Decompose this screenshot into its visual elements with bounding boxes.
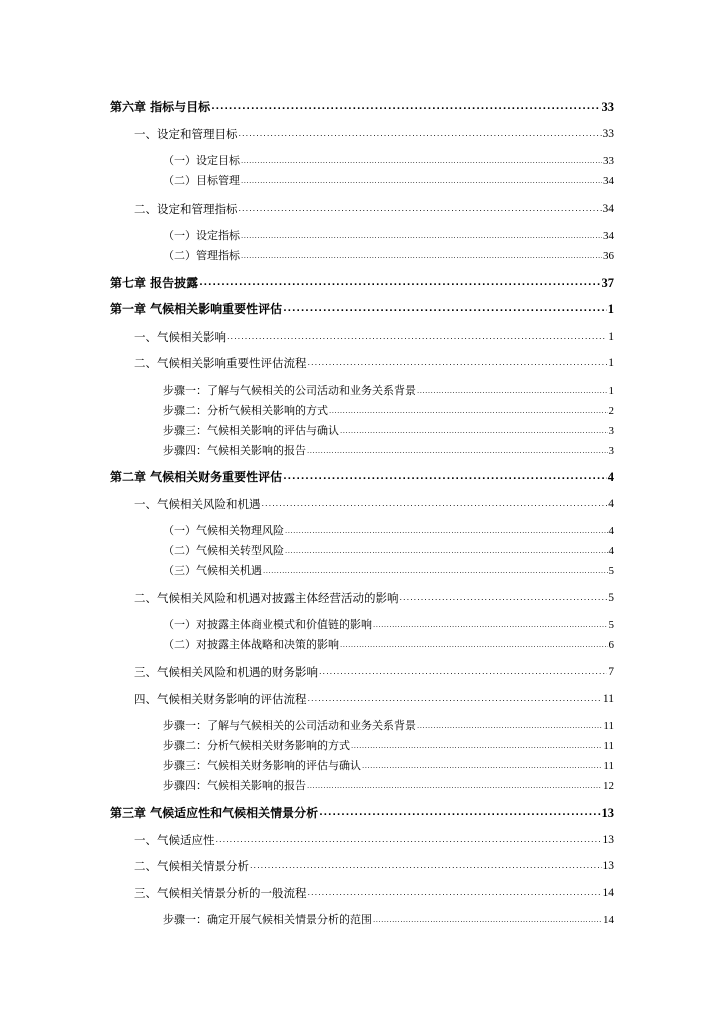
toc-entry-level-3[interactable] <box>163 148 614 168</box>
toc-entry-page-number: 4 <box>607 470 614 484</box>
toc-entry-page-number: 1 <box>608 385 614 397</box>
dot-leader <box>199 276 600 290</box>
toc-entry-page-number: 34 <box>603 230 614 242</box>
toc-entry-page-number: 37 <box>601 276 614 290</box>
toc-entry-page-number: 5 <box>608 592 614 604</box>
toc-entry-page-number: 2 <box>608 405 614 417</box>
toc-entry-level-2[interactable] <box>134 686 614 706</box>
toc-entry-title: 第二章 气候相关财务重要性评估 <box>110 470 283 484</box>
dot-leader <box>417 384 608 398</box>
toc-entry-page-number: 11 <box>603 760 614 772</box>
dot-leader <box>211 100 600 114</box>
dot-leader <box>263 564 608 578</box>
toc-entry-level-3[interactable] <box>163 753 614 773</box>
toc-entry-level-2[interactable] <box>134 121 614 141</box>
toc-entry-page-number: 4 <box>608 545 614 557</box>
toc-entry-level-1[interactable] <box>110 296 614 316</box>
toc-entry-level-3[interactable] <box>163 907 614 927</box>
toc-entry-page-number: 3 <box>608 445 614 457</box>
toc-entry-page-number: 33 <box>603 155 614 167</box>
dot-leader <box>373 913 602 927</box>
toc-entry-title: 第三章 气候适应性和气候相关情景分析 <box>110 806 319 820</box>
toc-entry-level-3[interactable] <box>163 243 614 263</box>
dot-leader <box>340 638 608 652</box>
toc-entry-page-number: 13 <box>602 860 614 872</box>
dot-leader <box>417 719 602 733</box>
toc-entry-title: 步骤四：气候相关影响的报告 <box>163 444 306 457</box>
dot-leader <box>340 424 608 438</box>
toc-entry-title: 一、气候相关风险和机遇 <box>134 497 261 511</box>
toc-entry-page-number: 34 <box>603 175 614 187</box>
toc-entry-title: （三）气候相关机遇 <box>163 564 262 577</box>
dot-leader <box>241 174 602 188</box>
toc-entry-level-3[interactable] <box>163 538 614 558</box>
toc-entry-level-3[interactable] <box>163 713 614 733</box>
dot-leader <box>283 302 607 316</box>
toc-entry-level-3[interactable] <box>163 558 614 578</box>
toc-entry-level-2[interactable] <box>134 659 614 679</box>
toc-entry-level-3[interactable] <box>163 612 614 632</box>
dot-leader <box>283 470 607 484</box>
toc-entry-level-3[interactable] <box>163 773 614 793</box>
toc-entry-title: 步骤一：确定开展气候相关情景分析的范围 <box>163 913 372 926</box>
dot-leader <box>250 859 602 873</box>
dot-leader <box>227 330 607 344</box>
toc-entry-title: （一）对披露主体商业模式和价值链的影响 <box>163 618 372 631</box>
dot-leader <box>329 404 608 418</box>
toc-entry-page-number: 33 <box>601 100 614 114</box>
toc-entry-title: （一）设定目标 <box>163 154 240 167</box>
toc-entry-page-number: 4 <box>608 498 614 510</box>
toc-entry-title: 步骤四：气候相关影响的报告 <box>163 779 306 792</box>
dot-leader <box>241 229 602 243</box>
toc-entry-level-2[interactable] <box>134 880 614 900</box>
toc-entry-page-number: 4 <box>608 525 614 537</box>
toc-entry-level-3[interactable] <box>163 168 614 188</box>
toc-entry-title: （二）目标管理 <box>163 174 240 187</box>
toc-entry-level-3[interactable] <box>163 418 614 438</box>
toc-entry-page-number: 14 <box>602 887 614 899</box>
toc-entry-title: （一）气候相关物理风险 <box>163 524 284 537</box>
dot-leader <box>285 524 608 538</box>
toc-entry-title: 二、设定和管理指标 <box>134 202 238 216</box>
toc-entry-title: （二）气候相关转型风险 <box>163 544 284 557</box>
toc-entry-level-1[interactable] <box>110 270 614 290</box>
toc-entry-title: 二、气候相关风险和机遇对披露主体经营活动的影响 <box>134 591 399 605</box>
dot-leader <box>241 249 602 263</box>
toc-entry-title: 步骤二：分析气候相关财务影响的方式 <box>163 739 350 752</box>
toc-entry-level-2[interactable] <box>134 350 614 370</box>
toc-entry-title: 步骤一：了解与气候相关的公司活动和业务关系背景 <box>163 719 416 732</box>
toc-entry-level-3[interactable] <box>163 632 614 652</box>
toc-entry-level-1[interactable] <box>110 464 614 484</box>
dot-leader <box>308 356 608 370</box>
toc-entry-page-number: 5 <box>608 619 614 631</box>
toc-entry-level-2[interactable] <box>134 585 614 605</box>
toc-entry-level-3[interactable] <box>163 438 614 458</box>
toc-entry-page-number: 3 <box>608 425 614 437</box>
toc-entry-title: 步骤三：气候相关财务影响的评估与确认 <box>163 759 361 772</box>
dot-leader <box>351 739 602 753</box>
toc-entry-level-2[interactable] <box>134 827 614 847</box>
toc-entry-page-number: 11 <box>602 693 614 705</box>
toc-entry-page-number: 11 <box>603 720 614 732</box>
toc-entry-level-3[interactable] <box>163 518 614 538</box>
toc-entry-page-number: 13 <box>602 834 614 846</box>
toc-entry-level-2[interactable] <box>134 196 614 216</box>
toc-entry-title: 步骤三：气候相关影响的评估与确认 <box>163 424 339 437</box>
toc-entry-page-number: 13 <box>601 806 614 820</box>
dot-leader <box>241 154 602 168</box>
toc-entry-page-number: 5 <box>608 565 614 577</box>
dot-leader <box>239 127 602 141</box>
toc-entry-title: 第一章 气候相关影响重要性评估 <box>110 302 283 316</box>
dot-leader <box>319 806 600 820</box>
toc-entry-title: 第七章 报告披露 <box>110 276 199 290</box>
dot-leader <box>308 886 602 900</box>
toc-entry-level-3[interactable] <box>163 733 614 753</box>
toc-entry-page-number: 33 <box>602 128 614 140</box>
toc-entry-title: 一、气候适应性 <box>134 833 215 847</box>
toc-entry-title: 三、气候相关风险和机遇的财务影响 <box>134 665 318 679</box>
toc-entry-page-number: 36 <box>603 250 614 262</box>
toc-entry-title: 一、气候相关影响 <box>134 330 226 344</box>
dot-leader <box>373 618 608 632</box>
toc-entry-title: （二）对披露主体战略和决策的影响 <box>163 638 339 651</box>
dot-leader <box>307 779 602 793</box>
toc-entry-title: （一）设定指标 <box>163 229 240 242</box>
toc-entry-title: 一、设定和管理目标 <box>134 127 238 141</box>
toc-entry-title: 步骤二：分析气候相关影响的方式 <box>163 404 328 417</box>
toc-entry-title: 步骤一：了解与气候相关的公司活动和业务关系背景 <box>163 384 416 397</box>
toc-entry-level-2[interactable] <box>134 491 614 511</box>
dot-leader <box>319 665 607 679</box>
dot-leader <box>400 591 608 605</box>
dot-leader <box>307 444 608 458</box>
toc-entry-level-3[interactable] <box>163 398 614 418</box>
toc-entry-page-number: 6 <box>608 639 614 651</box>
dot-leader <box>216 833 602 847</box>
toc-entry-level-2[interactable] <box>134 324 614 344</box>
toc-entry-page-number: 1 <box>607 302 614 316</box>
dot-leader <box>239 202 602 216</box>
toc-entry-title: 二、气候相关影响重要性评估流程 <box>134 356 307 370</box>
toc-entry-level-3[interactable] <box>163 378 614 398</box>
toc-entry-page-number: 12 <box>603 780 614 792</box>
dot-leader <box>362 759 602 773</box>
toc-entry-title: 三、气候相关情景分析的一般流程 <box>134 886 307 900</box>
toc-entry-page-number: 1 <box>608 331 614 343</box>
toc-entry-level-1[interactable] <box>110 800 614 820</box>
toc-entry-page-number: 7 <box>608 666 614 678</box>
toc-entry-title: 二、气候相关情景分析 <box>134 859 249 873</box>
dot-leader <box>262 497 608 511</box>
dot-leader <box>285 544 608 558</box>
toc-entry-page-number: 1 <box>608 357 614 369</box>
toc-entry-title: 四、气候相关财务影响的评估流程 <box>134 692 307 706</box>
toc-entry-level-1[interactable] <box>110 94 614 114</box>
dot-leader <box>308 692 602 706</box>
toc-entry-page-number: 11 <box>603 740 614 752</box>
toc-entry-title: 第六章 指标与目标 <box>110 100 211 114</box>
toc-entry-level-3[interactable] <box>163 223 614 243</box>
toc-entry-title: （二）管理指标 <box>163 249 240 262</box>
toc-entry-level-2[interactable] <box>134 853 614 873</box>
toc-entry-page-number: 34 <box>602 203 614 215</box>
toc-entry-page-number: 14 <box>603 914 614 926</box>
